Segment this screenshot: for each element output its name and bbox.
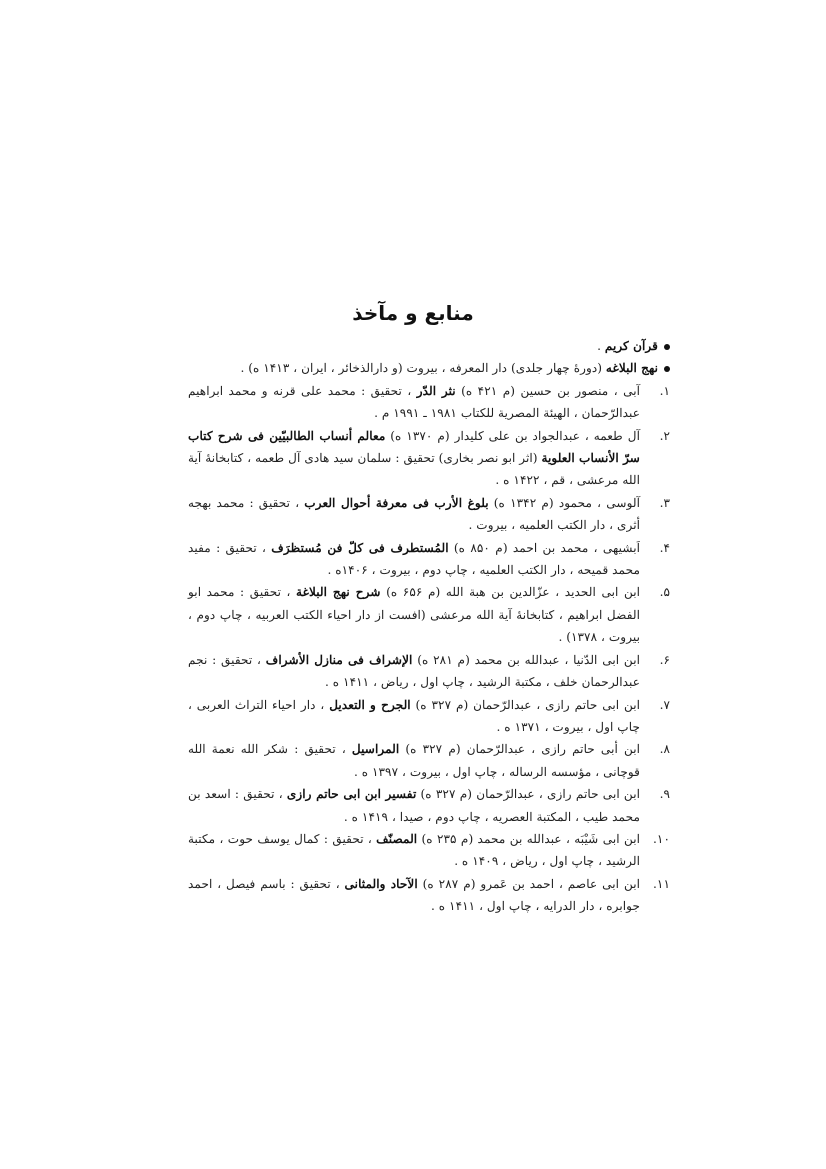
entry-number: ۹. [659, 787, 670, 802]
entry-number: ۴. [659, 540, 670, 555]
entry-author: ابن ابی شَیْبَه ، عبدالله بن محمد (م ۲۳۵ ه) [417, 831, 641, 846]
bibliography-entry [188, 581, 670, 648]
entry-author: اَبشیهی ، محمد بن احمد (م ۸۵۰ ه) [448, 540, 641, 555]
entry-book-title: المصنّف [376, 831, 418, 846]
bibliography-entry [188, 649, 670, 694]
entry-book-title: الإشراف فی منازل الأشراف [265, 652, 413, 667]
entry-book-title: معالم أنساب الطالبیّین فی شرح کتاب سرّ الأنساب العلویة [188, 428, 640, 466]
bibliography-list [188, 335, 670, 918]
entry-book-title: تفسیر ابن ابی حاتم رازی [286, 787, 417, 802]
entry-author: آلوسی ، محمود (م ۱۳۴۲ ه) [488, 495, 640, 510]
entry-details: ، تحقیق : نجم عبدالرحمان خلف ، مکتبة الرشید ، چاپ اول ، ریاض ، ۱۴۱۱ ه . [188, 652, 640, 690]
bibliography-entry [188, 492, 670, 537]
entry-number: ۷. [659, 697, 670, 712]
bibliography-entry [188, 425, 670, 492]
entry-number: ۸. [659, 742, 670, 757]
bibliography-entry [188, 694, 670, 739]
entry-number: ۱۱. [653, 876, 670, 891]
entry-author: ابن ابی حاتم رازی ، عبدالرّحمان (م ۳۲۷ ه) [410, 697, 641, 712]
bullet-item-nahj [188, 357, 670, 379]
entry-book-title: الآحاد والمثانی [344, 876, 418, 891]
entry-author: ابن ابی حاتم رازی ، عبدالرّحمان (م ۳۲۷ ه) [416, 787, 640, 802]
bullet-title: قرآن کریم [604, 339, 658, 353]
entry-book-title: بلوغ الأرب فی معرفة أحوال العرب [304, 495, 489, 510]
entry-author: آبی ، منصور بن حسین (م ۴۲۱ ه) [455, 383, 641, 398]
entry-number: ۲. [659, 428, 670, 443]
bullet-item-quran [188, 335, 670, 357]
entry-number: ۵. [659, 585, 670, 600]
entry-author: آل طعمه ، عبدالجواد بن علی کلیدار (م ۱۳۷۰ ه) [385, 428, 640, 443]
bibliography-entry [188, 738, 670, 783]
bullet-text: . [597, 339, 605, 353]
entry-details: (اثر ابو نصر بخاری) تحقیق : سلمان سید هادی آل طعمه ، کتابخانهٔ آیة الله مرعشی ، قم ، ۱۴۲۲ ه . [188, 451, 640, 488]
entry-book-title: الجرح و التعدیل [329, 697, 411, 712]
entry-details: ، تحقیق : محمد علی قرنه و محمد ابراهیم عبدالرّحمان ، الهیئة المصریة للکتاب ۱۹۸۱ ـ ۱۹۹۱ م . [188, 383, 640, 421]
entry-author: ابن ابی عاصم ، احمد بن عَمرو (م ۲۸۷ ه) [417, 876, 641, 891]
bibliography-entry [188, 783, 670, 828]
entry-details: ، تحقیق : کمال یوسف حوت ، مکتبة الرشید ، چاپ اول ، ریاض ، ۱۴۰۹ ه . [188, 831, 640, 869]
entry-book-title: المُستطرف فی کلّ فن مُستظرَف [271, 540, 449, 555]
entry-details: ، تحقیق : محمد ابو الفضل ابراهیم ، کتابخانهٔ آیة الله مرعشی (افست از دار احیاء الکتب العربیه ، چاپ دوم ، بیروت ، ۱۳۷۸) . [188, 585, 640, 645]
entry-details: ، تحقیق : اسعد بن محمد طیب ، المکتبة العصریه ، چاپ دوم ، صیدا ، ۱۴۱۹ ه . [188, 787, 640, 824]
entry-author: ابن أبی حاتم رازی ، عبدالرّحمان (م ۳۲۷ ه) [399, 742, 641, 757]
entry-book-title: نثر الدّر [416, 383, 456, 398]
entry-number: ۶. [659, 652, 670, 667]
bullet-text: (دورهٔ چهار جلدی) دار المعرفه ، بیروت (و دارالذخائر ، ایران ، ۱۴۱۳ ه) . [240, 361, 606, 376]
entry-details: ، تحقیق : مفید محمد قمیحه ، دار الکتب العلمیه ، چاپ دوم ، بیروت ، ۱۴۰۶ه . [188, 540, 640, 578]
bullet-title: نهج البلاغه [605, 361, 658, 376]
entry-details: ، دار احیاء التراث العربی ، چاپ اول ، بیروت ، ۱۳۷۱ ه . [188, 697, 640, 734]
bibliography-entry [188, 380, 670, 425]
bibliography-entry [188, 828, 670, 873]
entry-details: ، تحقیق : باسم فیصل ، احمد جوابره ، دار الدرایه ، چاپ اول ، ۱۴۱۱ ه . [188, 876, 640, 914]
entry-number: ۱۰. [653, 831, 670, 846]
entry-author: ابن ابی الحدید ، عزّالدین بن هبة الله (م ۶۵۶ ه) [380, 585, 641, 600]
bibliography-entry [188, 873, 670, 918]
page-title: منابع و مآخذ [352, 301, 474, 325]
entry-book-title: شرح نهج البلاغة [296, 585, 381, 600]
entry-number: ۱. [659, 383, 670, 398]
entry-details: ، تحقیق : محمد بهجه أثری ، دار الکتب العلمیه ، بیروت . [188, 495, 640, 533]
entry-details: ، تحقیق : شکر الله نعمة الله قوچانی ، مؤسسه الرساله ، چاپ اول ، بیروت ، ۱۳۹۷ ه . [188, 742, 640, 779]
entry-book-title: المراسیل [351, 742, 400, 757]
bibliography-entry [188, 537, 670, 582]
entry-number: ۳. [659, 495, 670, 510]
entry-author: ابن ابی الدّنیا ، عبدالله بن محمد (م ۲۸۱ ه) [412, 652, 640, 667]
